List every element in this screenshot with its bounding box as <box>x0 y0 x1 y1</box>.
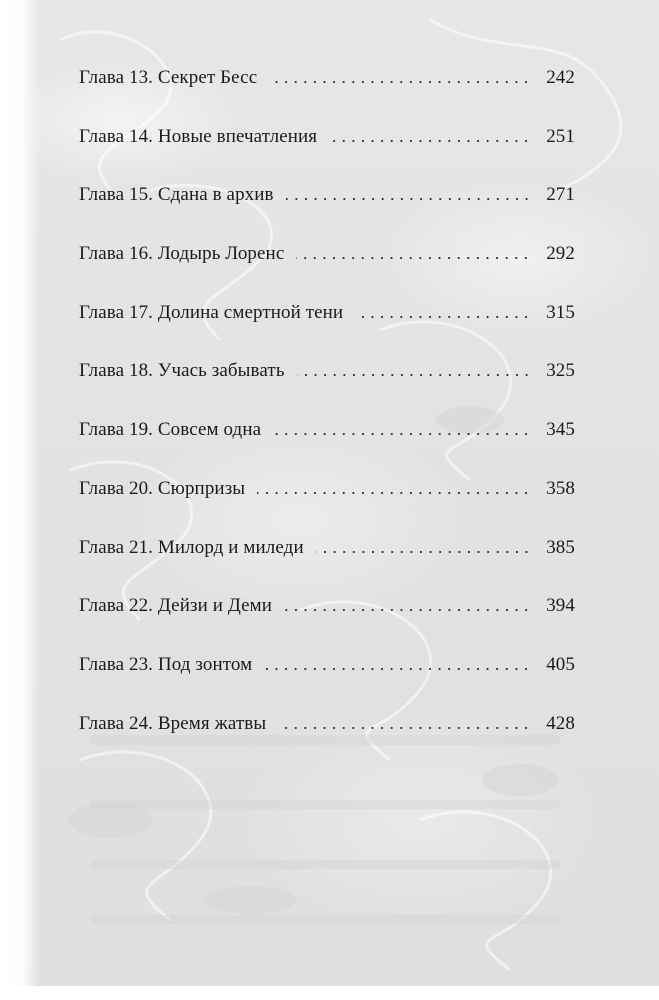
chapter-number: Глава 16. <box>79 243 154 265</box>
toc-entry[interactable] <box>79 588 575 624</box>
page-number: 405 <box>546 653 575 675</box>
toc-entry[interactable] <box>79 647 575 683</box>
chapter-number: Глава 24. <box>79 712 154 734</box>
chapter-title: Долина смертной тени <box>157 301 344 323</box>
page-bottom-edge <box>0 986 659 1000</box>
dot-leader <box>269 81 531 83</box>
chapter-number: Глава 19. <box>79 419 154 441</box>
chapter-title: Совсем одна <box>157 419 262 441</box>
dot-leader <box>297 374 531 376</box>
chapter-title: Новые впечатления <box>157 125 318 147</box>
toc-entry[interactable] <box>79 295 575 331</box>
table-of-contents <box>79 60 575 764</box>
chapter-number: Глава 22. <box>79 595 154 617</box>
dot-leader <box>316 551 531 553</box>
dot-leader <box>355 316 531 318</box>
page-number: 325 <box>546 360 575 382</box>
page-number: 394 <box>546 595 575 617</box>
chapter-number: Глава 21. <box>79 536 154 558</box>
chapter-title: Сюрпризы <box>157 477 246 499</box>
toc-entry[interactable] <box>79 353 575 389</box>
page-number: 345 <box>546 419 575 441</box>
chapter-number: Глава 13. <box>79 67 154 88</box>
dot-leader <box>296 257 531 259</box>
toc-entry[interactable] <box>79 177 575 213</box>
toc-entry[interactable] <box>79 60 575 96</box>
page-number: 428 <box>546 712 575 734</box>
toc-entry[interactable] <box>79 236 575 272</box>
page-number: 358 <box>546 477 575 499</box>
page-number: 385 <box>546 536 575 558</box>
toc-entry[interactable] <box>79 412 575 448</box>
dot-leader <box>329 140 531 142</box>
chapter-title: Дейзи и Деми <box>157 595 273 617</box>
chapter-title: Секрет Бесс <box>157 67 258 88</box>
page-number: 292 <box>546 243 575 265</box>
toc-entry[interactable] <box>79 530 575 566</box>
dot-leader <box>264 668 531 670</box>
chapter-number: Глава 14. <box>79 125 154 147</box>
chapter-title: Под зонтом <box>157 653 253 675</box>
chapter-title: Сдана в архив <box>157 184 274 206</box>
chapter-number: Глава 20. <box>79 477 154 499</box>
toc-entry[interactable] <box>79 119 575 155</box>
page-number: 271 <box>546 184 575 206</box>
toc-entry[interactable] <box>79 706 575 742</box>
toc-entry[interactable] <box>79 471 575 507</box>
chapter-title: Лодырь Лоренс <box>157 243 285 265</box>
chapter-number: Глава 23. <box>79 653 154 675</box>
dot-leader <box>286 198 531 200</box>
dot-leader <box>257 492 531 494</box>
dot-leader <box>278 727 531 729</box>
chapter-number: Глава 15. <box>79 184 154 206</box>
page-number: 242 <box>546 67 575 88</box>
page-number: 315 <box>546 301 575 323</box>
dot-leader <box>273 433 531 435</box>
chapter-title: Учась забывать <box>157 360 285 382</box>
chapter-title: Милорд и миледи <box>157 536 304 558</box>
dot-leader <box>284 609 531 611</box>
chapter-number: Глава 18. <box>79 360 154 382</box>
chapter-number: Глава 17. <box>79 301 154 323</box>
page-edge <box>0 0 40 1000</box>
page-number: 251 <box>546 125 575 147</box>
chapter-title: Время жатвы <box>157 712 267 734</box>
